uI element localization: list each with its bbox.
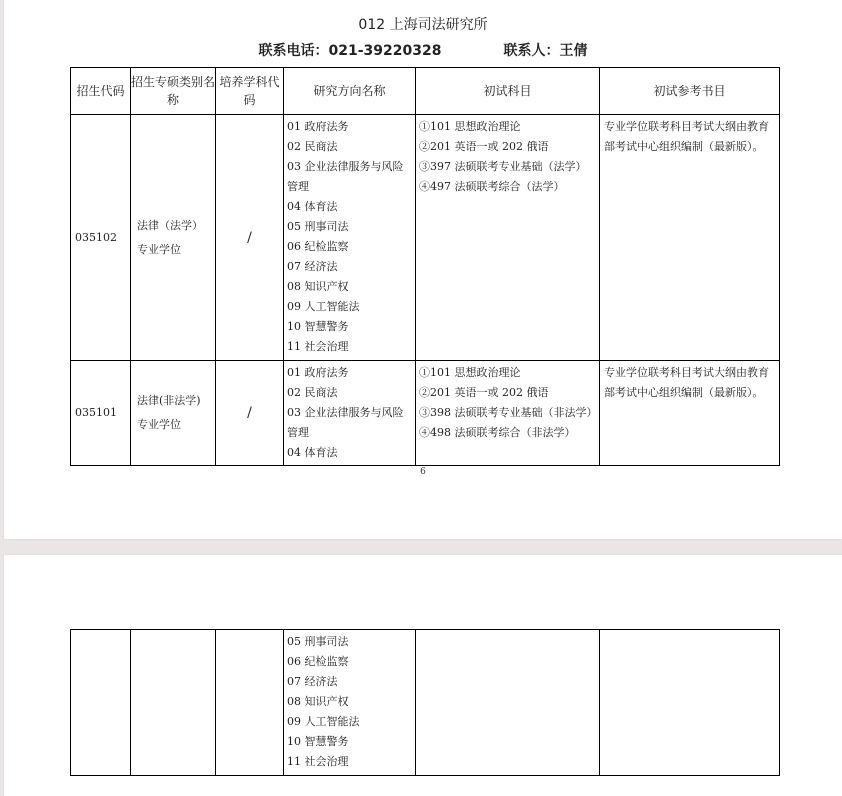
reference-books: 专业学位联考科目考试大纲由教育部考试中心组织编制（最新版）。 (600, 361, 780, 466)
list-item: ③397 法硕联考专业基础（法学） (419, 160, 587, 173)
list-item: 06 纪检监察 (287, 240, 349, 253)
list-item: ②201 英语一或 202 俄语 (419, 140, 549, 153)
list-item: 03 企业法律服务与风险管理 (287, 160, 404, 193)
research-directions (284, 361, 416, 466)
list-item: ④498 法硕联考综合（非法学） (419, 426, 576, 439)
page-number: 6 (420, 467, 426, 477)
list-item: 08 知识产权 (287, 280, 349, 293)
list-item: ①101 思想政治理论 (419, 120, 521, 133)
reference-books: 专业学位联考科目考试大纲由教育部考试中心组织编制（最新版）。 (600, 115, 780, 361)
header-cell: 招生代码 (71, 68, 131, 115)
list-item: 02 民商法 (287, 140, 338, 153)
research-directions (284, 115, 416, 361)
contact-phone: 联系电话：021-39220328 (258, 43, 442, 59)
list-item: 08 知识产权 (287, 695, 349, 708)
list-item: 01 政府法务 (287, 120, 349, 133)
table-row (71, 630, 780, 776)
admissions-table-continued (70, 629, 780, 776)
header-cell: 招生专硕类别名称 (131, 68, 216, 115)
list-item: ②201 英语一或 202 俄语 (419, 386, 549, 399)
exam-subjects (416, 361, 600, 466)
institute-title: 012 上海司法研究所 (358, 17, 488, 33)
contact-person: 联系人：王倩 (503, 43, 588, 59)
table-row (71, 361, 780, 466)
discipline-code: / (216, 115, 284, 361)
document-page-2 (4, 555, 842, 796)
exam-subjects (416, 115, 600, 361)
enrollment-code: 035102 (71, 115, 131, 361)
list-item: 01 政府法务 (287, 366, 349, 379)
document-page-1 (4, 0, 842, 539)
header-cell: 培养学科代码 (216, 68, 284, 115)
table-header-row (71, 68, 780, 115)
list-item: 04 体育法 (287, 446, 338, 459)
list-item: 06 纪检监察 (287, 655, 349, 668)
research-directions (284, 630, 416, 776)
list-item: 07 经济法 (287, 260, 338, 273)
program-type: 法律（法学） 专业学位 (131, 115, 216, 361)
table-row (71, 115, 780, 361)
admissions-table (70, 67, 780, 466)
header-cell: 初试科目 (416, 68, 600, 115)
list-item: 05 刑事司法 (287, 220, 349, 233)
list-item: 09 人工智能法 (287, 715, 360, 728)
header-cell: 研究方向名称 (284, 68, 416, 115)
list-item: 07 经济法 (287, 675, 338, 688)
list-item: ①101 思想政治理论 (419, 366, 521, 379)
list-item: 05 刑事司法 (287, 635, 349, 648)
list-item: 11 社会治理 (287, 755, 349, 768)
enrollment-code: 035101 (71, 361, 131, 466)
list-item: ④497 法硕联考综合（法学） (419, 180, 565, 193)
discipline-code: / (216, 361, 284, 466)
list-item: 09 人工智能法 (287, 300, 360, 313)
contact-line (4, 40, 842, 60)
list-item: 11 社会治理 (287, 340, 349, 353)
list-item: ③398 法硕联考专业基础（非法学） (419, 406, 598, 419)
list-item: 03 企业法律服务与风险管理 (287, 406, 404, 439)
list-item: 10 智慧警务 (287, 735, 349, 748)
list-item: 04 体育法 (287, 200, 338, 213)
program-type: 法律(非法学) 专业学位 (131, 361, 216, 466)
list-item: 02 民商法 (287, 386, 338, 399)
list-item: 10 智慧警务 (287, 320, 349, 333)
header-cell: 初试参考书目 (600, 68, 780, 115)
